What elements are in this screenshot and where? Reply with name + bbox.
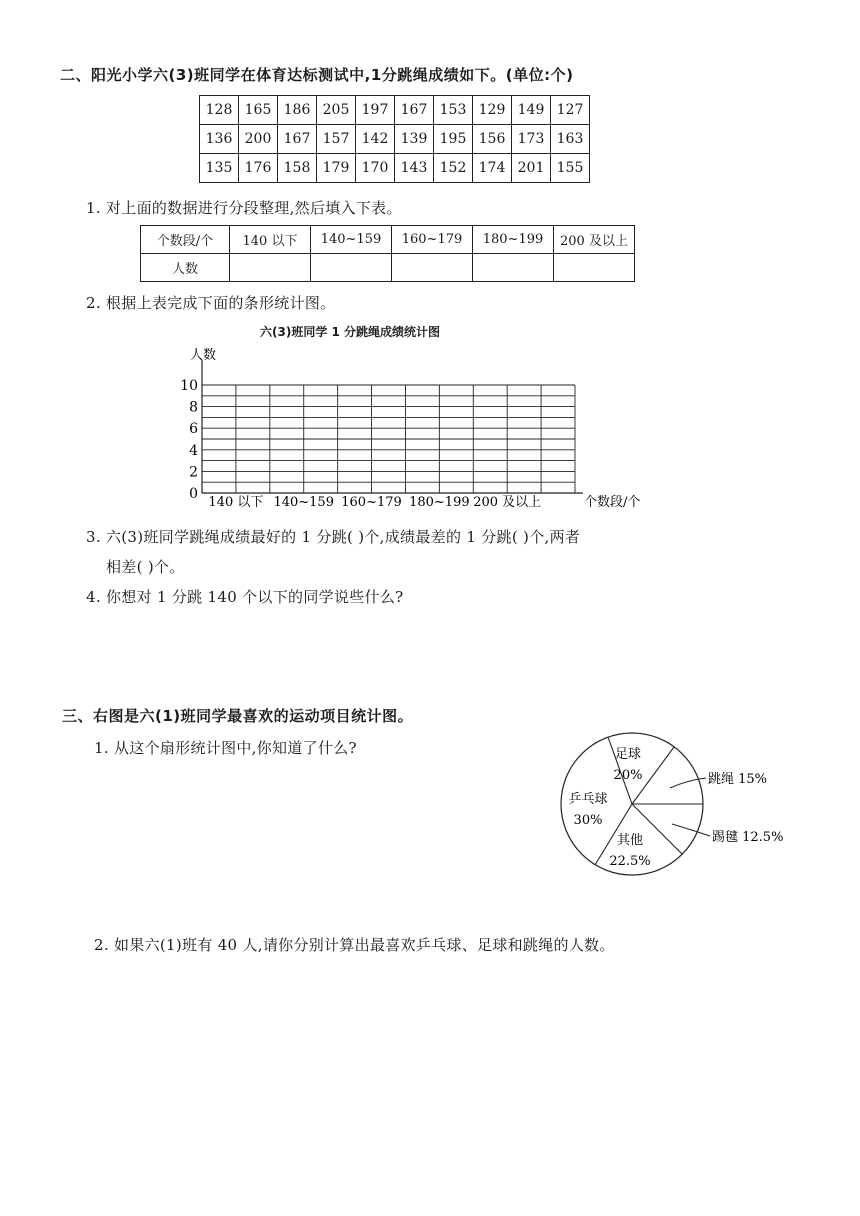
data-cell: 200: [239, 125, 278, 154]
x-tick-label: 180~199: [409, 495, 470, 510]
data-cell: 139: [395, 125, 434, 154]
frequency-header-cell: 200 及以上: [554, 226, 635, 254]
data-row: [200, 96, 590, 125]
bar-chart: [160, 340, 680, 520]
data-cell: 205: [317, 96, 356, 125]
y-tick-label: 10: [180, 378, 198, 394]
x-tick-label: 140~159: [273, 495, 334, 510]
data-cell: 127: [551, 96, 590, 125]
data-cell: 163: [551, 125, 590, 154]
data-cell: 135: [200, 154, 239, 183]
data-cell: 186: [278, 96, 317, 125]
data-cell: 174: [473, 154, 512, 183]
frequency-header-cell: 180~199: [473, 226, 554, 254]
data-cell: 156: [473, 125, 512, 154]
data-cell: 173: [512, 125, 551, 154]
data-row: [200, 125, 590, 154]
frequency-header-row: [141, 226, 635, 254]
x-tick-label: 200 及以上: [473, 495, 542, 510]
jump-rope-data-table: [199, 95, 590, 183]
frequency-row-label: 人数: [141, 254, 230, 282]
frequency-answer-cell[interactable]: [311, 254, 392, 282]
data-cell: 128: [200, 96, 239, 125]
frequency-header-cell: 140~159: [311, 226, 392, 254]
data-cell: 129: [473, 96, 512, 125]
frequency-header-cell: 140 以下: [230, 226, 311, 254]
data-cell: 136: [200, 125, 239, 154]
y-tick-label: 6: [189, 421, 198, 438]
question-2-4: 4. 你想对 1 分跳 140 个以下的同学说些什么?: [86, 588, 404, 606]
question-2-3-cont: 相差( )个。: [106, 558, 185, 576]
data-cell: 167: [278, 125, 317, 154]
question-3-2: 2. 如果六(1)班有 40 人,请你分别计算出最喜欢乒乓球、足球和跳绳的人数。: [94, 936, 615, 954]
frequency-table: [140, 225, 635, 282]
pie-callout-tijian: 踢毽 12.5%: [712, 830, 784, 845]
data-row: [200, 154, 590, 183]
frequency-answer-cell[interactable]: [554, 254, 635, 282]
y-tick-label: 2: [189, 464, 198, 481]
question-2-1: 1. 对上面的数据进行分段整理,然后填入下表。: [86, 199, 402, 217]
pie-chart: [550, 730, 820, 880]
data-cell: 152: [434, 154, 473, 183]
data-cell: 149: [512, 96, 551, 125]
data-cell: 158: [278, 154, 317, 183]
data-cell: 142: [356, 125, 395, 154]
frequency-header-cell: 个数段/个: [141, 226, 230, 254]
frequency-answer-cell[interactable]: [392, 254, 473, 282]
data-cell: 167: [395, 96, 434, 125]
data-cell: 153: [434, 96, 473, 125]
data-cell: 155: [551, 154, 590, 183]
frequency-answer-cell[interactable]: [473, 254, 554, 282]
frequency-answer-cell[interactable]: [230, 254, 311, 282]
question-2-2: 2. 根据上表完成下面的条形统计图。: [86, 294, 336, 312]
section3-heading: 三、右图是六(1)班同学最喜欢的运动项目统计图。: [62, 707, 414, 725]
data-cell: 170: [356, 154, 395, 183]
pie-slice-pct-other: 22.5%: [609, 854, 651, 869]
question-3-1: 1. 从这个扇形统计图中,你知道了什么?: [94, 739, 357, 757]
pie-slice-label-other: 其他: [616, 833, 644, 848]
data-cell: 143: [395, 154, 434, 183]
data-cell: 179: [317, 154, 356, 183]
x-tick-label: 140 以下: [208, 495, 264, 510]
section2-heading: 二、阳光小学六(3)班同学在体育达标测试中,1分跳绳成绩如下。(单位:个): [60, 66, 574, 84]
question-2-3: 3. 六(3)班同学跳绳成绩最好的 1 分跳( )个,成绩最差的 1 分跳( )个,两者: [86, 528, 581, 546]
y-axis-label: 人数: [190, 348, 217, 363]
data-cell: 157: [317, 125, 356, 154]
data-cell: 165: [239, 96, 278, 125]
frequency-count-row: [141, 254, 635, 282]
y-tick-label: 8: [189, 399, 198, 416]
pie-slice-label-football: 足球: [614, 747, 642, 762]
callout-line-tijian: [672, 824, 710, 836]
y-tick-label: 0: [189, 486, 198, 502]
x-axis-label: 个数段/个: [584, 495, 641, 510]
pie-slice-label-pingpong: 乒乓球: [568, 792, 608, 807]
pie-callout-tiaosheng: 跳绳 15%: [708, 772, 768, 787]
frequency-header-cell: 160~179: [392, 226, 473, 254]
bar-chart-title: 六(3)班同学 1 分跳绳成绩统计图: [260, 325, 441, 339]
data-cell: 195: [434, 125, 473, 154]
data-cell: 201: [512, 154, 551, 183]
x-tick-label: 160~179: [341, 495, 402, 510]
data-cell: 197: [356, 96, 395, 125]
pie-slice-pct-football: 20%: [613, 768, 643, 783]
y-tick-label: 4: [189, 442, 198, 459]
data-cell: 176: [239, 154, 278, 183]
pie-slice-pct-pingpong: 30%: [573, 813, 603, 828]
